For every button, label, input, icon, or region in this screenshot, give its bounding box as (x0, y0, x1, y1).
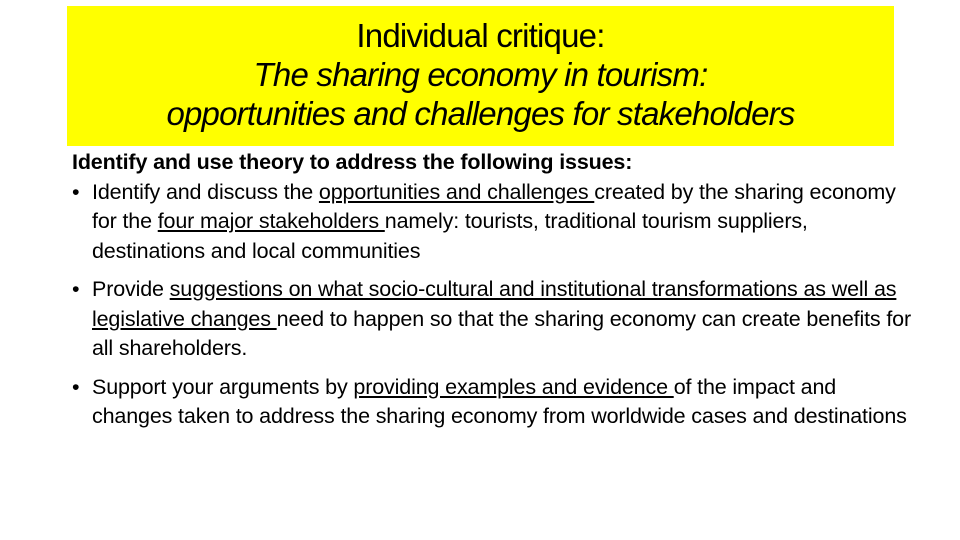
title-line-3: opportunities and challenges for stakeholders (166, 95, 795, 132)
title-line-2: The sharing economy in tourism: (253, 56, 708, 93)
underlined-phrase: four major stakeholders (157, 209, 385, 233)
underlined-phrase: providing examples and evidence (353, 374, 674, 399)
issues-list (72, 178, 912, 432)
text-span: Identify and discuss the (92, 179, 319, 204)
text-span: need to happen so that the sharing economy can create benefits for all shareholders. (92, 306, 911, 360)
underlined-phrase: suggestions on what socio-cultural and institutional transformations as well as legislative changes (92, 277, 897, 331)
list-item-suggestions (72, 275, 912, 364)
underlined-phrase: opportunities and challenges (318, 179, 595, 204)
bullet-icon: • (72, 374, 80, 399)
list-item-evidence (72, 373, 912, 432)
text-span: Provide (92, 277, 170, 301)
bullet-icon: • (72, 277, 80, 301)
list-item-stakeholders (72, 178, 912, 267)
text-span: of the impact and changes taken to address the sharing economy from worldwide cases and destinations (92, 374, 907, 428)
text-span: namely: tourists, traditional tourism suppliers, destinations and local communities (92, 209, 808, 263)
content-body (72, 148, 912, 432)
title-line-1: Individual critique: (356, 17, 605, 54)
text-span: created by the sharing economy for the (92, 179, 896, 233)
text-span: Support your arguments by (92, 374, 354, 399)
title-banner (67, 6, 894, 146)
intro-heading: Identify and use theory to address the following issues: (72, 150, 633, 174)
bullet-icon: • (72, 179, 80, 204)
